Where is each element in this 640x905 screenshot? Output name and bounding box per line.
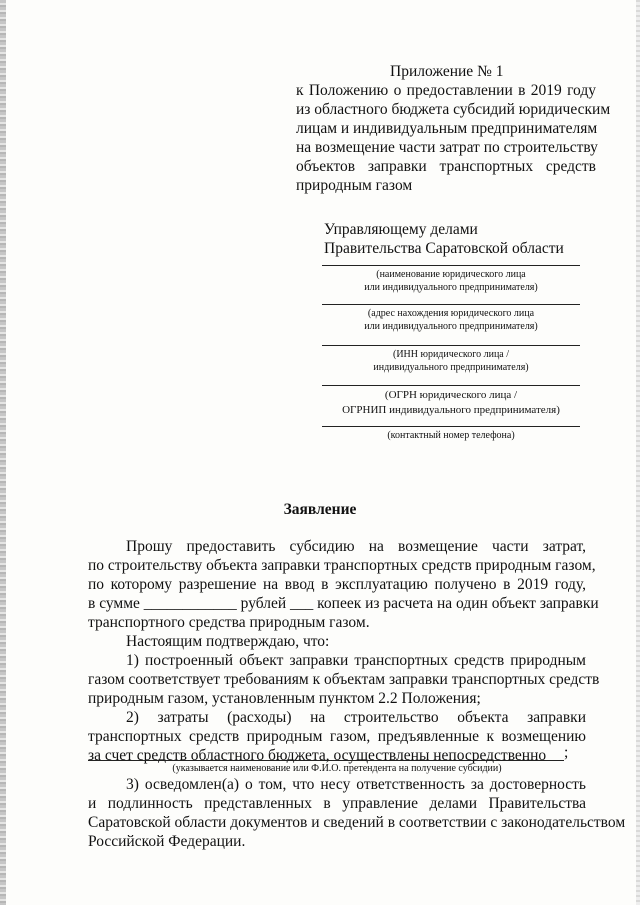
addressee-line: Правительства Саратовской области: [324, 240, 564, 257]
addressee-line: Управляющему делами: [324, 221, 478, 238]
field-caption: (адрес нахождения юридического лица: [367, 308, 535, 319]
appendix-title: Приложение № 1: [390, 63, 504, 80]
applicant-phone-field[interactable]: [322, 426, 580, 442]
text-line: 3) осведомлен(а) о том, что несу ответственность за достоверность: [126, 776, 586, 793]
text-line: Российской Федерации.: [88, 833, 246, 850]
applicant-inn-field[interactable]: [322, 345, 580, 374]
field-caption: ОГРНИП индивидуального предпринимателя): [342, 404, 560, 416]
text-line: в сумме ____________ рублей ___ копеек из расчета на один объект заправки: [88, 595, 599, 612]
field-caption: (ОГРН юридического лица /: [384, 389, 518, 401]
fill-line: [322, 304, 580, 305]
appendix-line: объектов заправки транспортных средств: [296, 158, 596, 175]
field-caption: или индивидуального предпринимателя): [364, 282, 538, 293]
fill-line: [322, 265, 580, 266]
applicant-name-field[interactable]: [322, 265, 580, 294]
field-caption: или индивидуального предпринимателя): [364, 321, 538, 332]
recipient-name-line[interactable]: [88, 760, 564, 761]
applicant-address-field[interactable]: [322, 304, 580, 333]
field-caption: (ИНН юридического лица /: [392, 349, 510, 360]
appendix-line: на возмещение части затрат по строительству: [296, 139, 598, 156]
scan-edge-left: [0, 0, 6, 905]
field-caption: (наименование юридического лица: [376, 269, 526, 280]
confirm-line: Настоящим подтверждаю, что:: [126, 633, 330, 650]
applicant-ogrn-field[interactable]: [322, 385, 580, 418]
request-paragraph: [88, 537, 600, 765]
document-title: Заявление: [283, 501, 357, 518]
appendix-header: [296, 62, 611, 195]
text-line: по которому разрешение на ввод в эксплуатацию получено в 2019 году,: [88, 576, 586, 593]
scan-edge-right: [636, 0, 640, 905]
appendix-line: из областного бюджета субсидий юридическим: [296, 101, 611, 118]
field-caption: индивидуального предпринимателя): [373, 362, 529, 373]
text-line: за счет средств областного бюджета, осуществлены непосредственно: [88, 747, 547, 764]
text-line: природным газом, установленным пунктом 2.2 Положения;: [88, 690, 481, 707]
text-line: и подлинность представленных в управление делами Правительства: [88, 795, 586, 812]
text-line: 1) построенный объект заправки транспортных средств природным: [126, 652, 586, 669]
recipient-caption: (указывается наименование или Ф.И.О. претендента на получение субсидии): [172, 763, 502, 774]
text-line: транспортного средства природным газом.: [88, 614, 370, 631]
fill-line: [322, 345, 580, 346]
semicolon: ;: [564, 744, 569, 761]
text-line: Прошу предоставить субсидию на возмещение части затрат,: [126, 538, 586, 555]
addressee: [324, 220, 564, 258]
text-line: 2) затраты (расходы) на строительство объекта заправки: [126, 709, 586, 726]
text-line: по строительству объекта заправки транспортных средств природным газом,: [88, 557, 596, 574]
appendix-line: лицам и индивидуальным предпринимателям: [296, 120, 598, 137]
text-line: Саратовской области документов и сведений в соответствии с законодательством: [88, 814, 626, 831]
text-line: газом соответствует требованиям к объектам заправки транспортных средств: [88, 671, 600, 688]
text-line: транспортных средств природным газом, предъявленные к возмещению: [88, 728, 586, 745]
appendix-line: природным газом: [296, 177, 413, 194]
field-caption: (контактный номер телефона): [387, 430, 515, 441]
fill-line: [322, 385, 580, 386]
item3-paragraph: [88, 775, 626, 851]
fill-line: [322, 426, 580, 427]
appendix-line: к Положению о предоставлении в 2019 году: [296, 82, 596, 99]
